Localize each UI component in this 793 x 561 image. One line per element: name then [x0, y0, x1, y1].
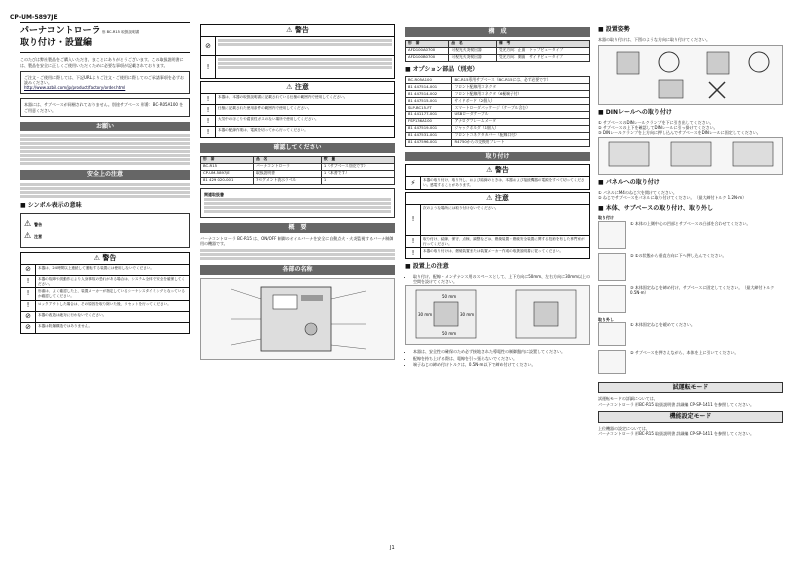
- exclamation-icon: !: [201, 127, 216, 137]
- prohibit-icon: ⊘: [21, 312, 36, 322]
- caution-row: [405, 205, 590, 236]
- caution-row: [200, 94, 395, 105]
- cell: 1: [321, 177, 394, 184]
- legend-caution: 注意: [34, 234, 43, 240]
- install-notes-list: [405, 274, 590, 284]
- column-2: [200, 22, 395, 364]
- table-row: [406, 125, 590, 132]
- mounting-text: 本器の取り付けは、下図のような方向に取り付けてください。: [598, 36, 710, 42]
- caution-icon: ⚠: [24, 231, 32, 241]
- caution-text: 大気中のほこりや腐食性ガスのない場所で使用してください。: [218, 117, 319, 122]
- warning-icon: ⚠: [24, 219, 32, 229]
- attach-step: ③ 本体固定ねじを締め付け、サブベースに固定してください。（最大締付トルク 0.5N·m）: [630, 284, 775, 295]
- warning-row: [20, 323, 190, 334]
- safety-symbols-label: ■ シンボル表示の意味: [20, 202, 190, 210]
- cell: バーナコントローラ: [253, 163, 321, 170]
- cell: 81 447519-001: [406, 125, 452, 132]
- dim-label: 30 mm: [418, 312, 433, 318]
- detach-step: ② サブベースを押さえながら、本体を上に引いてください。: [630, 349, 739, 355]
- cell: BC-R15専用サブベース（BC-R15には、必ず必要です）: [452, 77, 590, 84]
- exclamation-icon: !: [21, 288, 36, 299]
- cell: サイドボード（2個入）: [452, 98, 590, 105]
- install-caution-text: 本器の取り付けは、燃焼装置または装置メーカー作成の取扱説明書に従ってください。: [423, 249, 564, 254]
- confirm-band: 確認してください: [200, 143, 395, 153]
- table-row: [406, 105, 590, 112]
- options-table: [405, 76, 590, 146]
- intro-text: このたびは弊社製品をご購入いただき、まことにありがとうございます。この取扱説明書には、製品を安全に正しくご使用いただくために必要な事項が記載されております。: [20, 57, 184, 68]
- install-caution-header: ⚠ 注意: [405, 192, 590, 205]
- cell: 1（本書です）: [321, 170, 394, 177]
- panel-step: ① パネルにM4のねじ穴を開けてください。: [598, 190, 677, 196]
- symbol-legend: [20, 213, 190, 248]
- table-row: [406, 47, 590, 54]
- request-band: お願い: [20, 122, 190, 132]
- exclamation-icon: !: [201, 116, 216, 126]
- th: 形 番: [201, 156, 254, 163]
- exclamation-icon: !: [406, 205, 421, 235]
- exclamation-icon: !: [406, 248, 421, 258]
- attach-step: ① 本体の上側中心の凹部とサブベースの凸部を合わせてください。: [630, 220, 751, 226]
- warning-row: [20, 276, 190, 288]
- composition-band: 構 成: [405, 27, 590, 37]
- warning-row: [20, 301, 190, 312]
- cell: スマートローダパッケージ（ケーブル含む）: [452, 105, 590, 112]
- related-docs-label: 関連取扱書: [204, 191, 224, 197]
- th: 数 量: [321, 156, 394, 163]
- list-item: • 取り付け、配線・メンテナンス用のスペースとして、上下方向に50mm、左右方向に30mm以上の空間を設けてください。: [413, 274, 590, 284]
- caution-header: ⚠ 注意: [200, 81, 395, 94]
- attach-step: ② ①の状態から垂直方向に下へ押し込んでください。: [630, 252, 727, 258]
- warning-row: [405, 177, 590, 189]
- detach-label: 取り外し: [598, 316, 614, 322]
- attach-photo-1: [598, 221, 626, 249]
- warning-text: 本器の故障や誤動作により人身事故の恐れがある場合は、システム全体で安全を確保してください。: [38, 276, 185, 286]
- cell: BC-R05A100: [406, 77, 452, 84]
- install-warning-label: 警告: [494, 166, 509, 175]
- install-caution-text: 取り付け、結線、保守、点検、調整などは、燃焼装置・燃焼安全装置に関する技術を有した専門家が行ってください。: [423, 236, 585, 246]
- list-item: • 配線を持ち上げる際は、電線を引っ張らないでください。: [413, 356, 590, 361]
- cell: 1（サブベース別売です）: [321, 163, 394, 170]
- column-4: [598, 22, 783, 436]
- cell: 81 447515-001: [406, 98, 452, 105]
- attach-photo-2: [598, 253, 626, 281]
- detach-step: ① 本体固定ねじを緩めてください。: [630, 321, 695, 327]
- caution-row: [200, 116, 395, 127]
- warning-text: 形番は、よく確認した上、装置メーカーが指定しているシーケンスタイミングとなっているか確認してください。: [38, 289, 185, 298]
- cell: アナログフレームメータ: [452, 118, 590, 125]
- confirm-table: [200, 156, 395, 185]
- doc-type: 取扱説明書: [121, 30, 140, 34]
- parts-band: 各部の名称: [200, 265, 395, 275]
- cell: BC-R15: [201, 163, 254, 170]
- table-row: [406, 111, 590, 118]
- install-band: 取り付け: [405, 152, 590, 162]
- exclamation-icon: !: [201, 56, 216, 78]
- electric-shock-icon: ⚡: [406, 177, 421, 188]
- table-row: [201, 170, 395, 177]
- cell: ジャックホルダ（1個入）: [452, 125, 590, 132]
- sub-base-note: 本器には、サブベースが同梱されておりません。別途サブベース 形番：BC-R05A100 をご用意ください。: [24, 102, 184, 113]
- function-mode-text: 上位機器の設定については、: [598, 425, 650, 431]
- legend-warning: 警告: [34, 221, 43, 227]
- contact-box: [20, 71, 190, 95]
- options-label: ■ オプション部品（別売）: [405, 66, 590, 74]
- cell: 81 447596-001: [406, 139, 452, 146]
- cell: FSP136A100: [406, 118, 452, 125]
- table-row: [406, 84, 590, 91]
- doc-code: CP-UM-5897JE: [10, 14, 58, 21]
- warning-text: 本器は、24時間以上連続して運転する装置には使用しないでください。: [38, 265, 154, 270]
- table-row: [406, 54, 590, 61]
- warning-text: 本器の改造は絶対に行わないでください。: [38, 312, 107, 317]
- install-warning-header: ⚠ 警告: [405, 164, 590, 177]
- product-title: パーナコントローラ: [20, 26, 101, 36]
- cell: R4750からの交換用プレート: [452, 139, 590, 146]
- function-mode-ref: パーナコントローラ 形BC-R15 取扱説明書 詳細編 CP-SP-1411 を参照してください。: [598, 430, 755, 436]
- sub-base-box: [20, 98, 190, 116]
- cell: 取扱説明書: [253, 170, 321, 177]
- cell: 81 441177-001: [406, 111, 452, 118]
- table-row: [406, 139, 590, 146]
- exclamation-icon: !: [21, 301, 36, 311]
- parts-diagram: [200, 278, 395, 360]
- test-mode-band: 試運転モード: [598, 382, 783, 394]
- page-number: J1: [390, 545, 395, 551]
- warning-header-label: 警告: [102, 253, 117, 262]
- cell: 可視光火炎検出器: [449, 54, 497, 61]
- dim-label: 50 mm: [442, 331, 457, 337]
- table-row: [201, 163, 395, 170]
- safety-band: 安全上の注意: [20, 170, 190, 180]
- panel-section: ■ パネルへの取り付け: [598, 179, 783, 187]
- order-url[interactable]: http://www.azbil.com/jp/product/factory/order.html: [24, 85, 126, 91]
- mounting-diagram: [598, 45, 783, 105]
- cell: AFD100A0700: [406, 47, 449, 54]
- warning-row: [200, 56, 395, 79]
- related-docs-box: [200, 188, 395, 218]
- caution-row: [405, 248, 590, 259]
- body-section: ■ 本体、サブベースの取り付け、取り外し: [598, 205, 783, 213]
- table-row: [406, 132, 590, 139]
- product-model: 形 BC-R15: [101, 30, 120, 34]
- caution-row: [200, 127, 395, 138]
- install-caution-label: 注意: [494, 193, 509, 202]
- prohibit-icon: ⊘: [201, 37, 216, 55]
- warning-row: [20, 288, 190, 300]
- warning-row: [20, 312, 190, 323]
- attach-label: 取り付け: [598, 215, 614, 221]
- doc-subtitle: 取り付け・設置編: [20, 37, 93, 48]
- attach-photo-3: [598, 285, 626, 313]
- table-row: [406, 98, 590, 105]
- install-notes-list-2: [405, 349, 590, 367]
- cell: フロント配線用コネクタ: [452, 84, 590, 91]
- warning-row: [20, 265, 190, 276]
- cell: AFD100B0700: [406, 54, 449, 61]
- list-item: • 本器は、安全性の確保のため必ず接地された導電性の制御盤内に設置してください。: [413, 349, 590, 354]
- caution-row: [200, 105, 395, 116]
- dim-label: 50 mm: [442, 294, 457, 300]
- warning-text: 本器は防爆構造ではありません。: [38, 323, 93, 328]
- column-3: [405, 22, 590, 368]
- th: 備 考: [496, 40, 589, 47]
- install-caution-text: 次のような場所には取り付けないでください。: [423, 205, 499, 210]
- cell: USBローダケーブル: [452, 111, 590, 118]
- list-item: • 端子ねじの締め付けトルクは、0.5N·m以下で締め付けてください。: [413, 362, 590, 367]
- th: 形 番: [406, 40, 449, 47]
- din-step: ② サブベースの上下を確認してDINレールに引っ掛けてください。: [598, 124, 718, 130]
- cell: 受光方向：側面 サイドビュータイプ: [496, 54, 589, 61]
- warning-header: ⚠ 警告: [20, 252, 190, 265]
- caution-text: 仕様に記載された使用条件の範囲内で使用してください。: [218, 106, 312, 111]
- caution-header-label: 注意: [294, 83, 309, 92]
- clearance-diagram: [405, 285, 590, 345]
- table-row: [406, 77, 590, 84]
- cell: 81 429 020-001: [201, 177, 254, 184]
- cell: フロントコネクタカバー（配線口付）: [452, 132, 590, 139]
- th: 品 名: [253, 156, 321, 163]
- table-row: [201, 177, 395, 184]
- install-notes-label: ■ 設置上の注意: [405, 263, 590, 271]
- warning-header-label: 警告: [294, 26, 309, 34]
- din-step: ③ DINレールクランプを上方向に押し込んでサブベースをDINレールに固定してください。: [598, 130, 761, 136]
- detach-photo-1: [598, 322, 626, 346]
- table-row: [406, 118, 590, 125]
- warning-row: [200, 37, 395, 56]
- th: 品 名: [449, 40, 497, 47]
- cell: 81 447514-001: [406, 84, 452, 91]
- cell: 可視光火炎検出器: [449, 47, 497, 54]
- caution-text: 本器の配線作業は、電源を切ってから行ってください。: [218, 128, 308, 133]
- prohibit-icon: ⊘: [21, 265, 36, 275]
- composition-table: [405, 40, 590, 62]
- din-step: ① サブベースのDINレールクランプを下に引き出してください。: [598, 119, 714, 125]
- mounting-section: ■ 設置姿勢: [598, 26, 783, 34]
- detach-photo-2: [598, 350, 626, 374]
- exclamation-icon: !: [201, 105, 216, 115]
- cell: フロント配線用コネクタ（6極端子付）: [452, 91, 590, 98]
- cell: 81 447531-001: [406, 132, 452, 139]
- din-diagram: [598, 137, 783, 175]
- title-block: [20, 22, 190, 53]
- exclamation-icon: !: [21, 276, 36, 287]
- function-mode-band: 機能設定モード: [598, 411, 783, 423]
- install-warning-text: 本器の取り付け、取り外し、および結線のときは、本器および接続機器の電源をすべて切ってください。感電することがあります。: [423, 178, 585, 188]
- contact-note: ご注文・ご使用に際しては、下記URLよりご注文・ご使用に際してのご承諾事項を必ずお読みください。: [24, 74, 184, 85]
- overview-text: バーナコントローラ BC-R15 は、ON/OFF 制御のオイルバーナを安全に自動点火・火炎監視するバーナ制御用の機器です。: [200, 235, 394, 246]
- cell: 81 447514-002: [406, 91, 452, 98]
- exclamation-icon: !: [201, 94, 216, 104]
- caution-row: [405, 236, 590, 248]
- test-mode-text: 試運転モードの詳細については、: [598, 396, 658, 402]
- prohibit-icon: ⊘: [21, 323, 36, 333]
- panel-step: ② ねじでサブベースをパネルに取り付けてください。（最大締付トルク 1.2N·m）: [598, 195, 747, 201]
- cell: 7セグメント表示ラベル: [253, 177, 321, 184]
- overview-band: 概 要: [200, 223, 395, 233]
- warning-header-2: ⚠ 警告: [200, 24, 395, 37]
- exclamation-icon: !: [406, 236, 421, 247]
- cell: 受光方向：正面 トップビュータイプ: [496, 47, 589, 54]
- cell: CP-UM-5897JE: [201, 170, 254, 177]
- din-section: ■ DINレールへの取り付け: [598, 109, 783, 117]
- dim-label: 30 mm: [460, 312, 475, 318]
- caution-text: 本器は、本器の取扱説明書に記載されている仕様の範囲内で使用してください。: [218, 95, 348, 100]
- test-mode-ref: パーナコントローラ 形BC-R15 取扱説明書 詳細編 CP-SP-1411 を参照してください。: [598, 401, 755, 407]
- table-row: [406, 91, 590, 98]
- warning-text: ロックアウトした場合は、その原因を取り除いた後、リセットを行ってください。: [38, 301, 171, 306]
- column-1: [20, 22, 190, 334]
- cell: SLP-BC15-FT: [406, 105, 452, 112]
